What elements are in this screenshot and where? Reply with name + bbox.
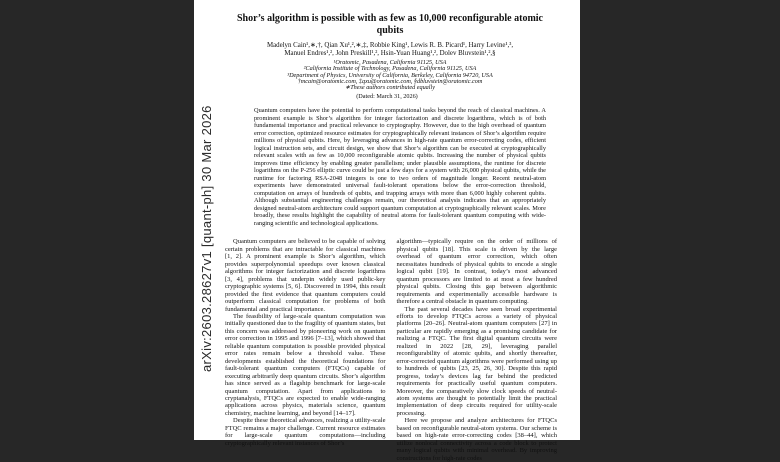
date-line: (Dated: March 31, 2026): [356, 93, 418, 101]
right-column: [397, 238, 558, 462]
arxiv-watermark: arXiv:2603.28627v1 [quant-ph] 30 Mar 2026: [199, 105, 214, 372]
authors-line-2: Manuel Endres¹,², John Preskill¹,², Hsin-Yuan Huang¹,², Dolev Bluvstein¹,²,§: [284, 50, 496, 57]
body-paragraph: The feasibility of large-scale quantum computation was initially questioned due to the fragility of quantum states, but this concern was addressed by pioneering work on quantum error correction in 1995 and 1996 [7–13], which showed that reliable quantum computation is possible provided physical error rates remain below a threshold value. These developments established the theoretical foundations for fault-tolerant quantum computers (FTQCs) capable of executing arbitrarily deep quantum circuits. Shor’s algorithm has since served as a flagship benchmark for large-scale quantum computation. Apart from applications to cryptanalysis, FTQCs are expected to enable wide-ranging applications across physics, materials science, quantum chemistry, machine learning, and beyond [14–17].: [225, 313, 386, 417]
body-paragraph: Here we propose and analyze architectures for FTQCs based on reconfigurable neutral-atom systems. Our scheme is based on high-rate error-correcting codes [38–44], which utilize nonlocal connectivity across a code block to protect many logical qubits with minimal overhead. By improving constructions for high-rate codes: [396, 417, 557, 462]
author-emails: †mcain@oratomic.com, ‡qxu@oratomic.com, §dbluvstein@oratomic.com: [297, 77, 483, 85]
body-paragraph: algorithm—typically require on the order of millions of physical qubits [18]. This scale is driven by the large overhead of quantum error correction, which often necessitates hundreds of physical qubits to encode a single logical qubit [19]. In contrast, today’s most advanced quantum processors are limited to at most a few hundred physical qubits. Closing this gap between algorithmic requirements and experimentally accessible hardware is therefore a central obstacle in quantum computing.: [396, 238, 557, 306]
affiliation-3: ³Department of Physics, University of California, Berkeley, California 94720, USA: [287, 71, 493, 79]
body-columns: [225, 238, 557, 462]
body-paragraph: Despite these theoretical advances, realizing a utility-scale FTQC remains a major challenge. Current resource estimates for large-scale quantum computations—including cryptographically relevant instances of Shor’s: [225, 417, 386, 447]
body-paragraph: Quantum computers are believed to be capable of solving certain problems that are intractable for classical machines [1, 2]. A prominent example is Shor’s algorithm, which provides superpolynomial speedups over known classical algorithms for integer factorization and discrete logarithms [3, 4], problems that underpin widely used public-key cryptographic systems [5, 6]. Discovered in 1994, this result provided the first evidence that quantum computers could outperform classical computation for problems of both fundamental and practical importance.: [225, 238, 386, 313]
left-column: [225, 238, 386, 462]
body-paragraph: The past several decades have seen broad experimental efforts to develop FTQCs across a variety of physical platforms [20–26]. Neutral-atom quantum computers [27] in particular are rapidly emerging as a promising candidate for realizing a FTQC. The first digital quantum circuits were realized in 2022 [28, 29], leveraging parallel reconfigurability of atomic qubits, and shortly thereafter, error-corrected quantum algorithms were performed using up to hundreds of qubits [23, 25, 26, 30]. Despite this rapid progress, today’s devices lag far behind the predicted requirements for practically useful quantum computers. Moreover, the comparatively slow clock speeds of neutral-atom systems are thought to potentially limit the practical implementation of deep circuits required for utility-scale processing.: [396, 305, 557, 417]
affiliation-block: [212, 60, 568, 91]
author-block: [220, 42, 560, 58]
abstract: Quantum computers have the potential to perform computational tasks beyond the reach of classical machines. A prominent example is Shor’s algorithm for integer factorization and discrete logarithms, which is of both fundamental importance and practical relevance to cryptography. However, due to the high overhead of quantum error correction, optimized resource estimates for cryptographically relevant instances of Shor’s algorithm require millions of physical qubits. Here, by leveraging advances in high-rate quantum error-correcting codes, efficient logical instruction sets, and circuit design, we show that Shor’s algorithm can be executed at cryptographically relevant scales with as few as 10,000 reconfigurable atomic qubits. Increasing the number of physical qubits improves time efficiency by enabling greater parallelism; under plausible assumptions, the runtime for discrete logarithms on the P-256 elliptic curve could be just a few days for a system with 26,000 physical qubits, while the runtime for factoring RSA-2048 integers is one to two orders of magnitude longer. Recent neutral-atom experiments have demonstrated universal fault-tolerant operations below the error-correction threshold, computation on arrays of hundreds of qubits, and trapping arrays with more than 6,000 highly coherent qubits. Although substantial engineering challenges remain, our theoretical analysis indicates that an appropriately designed neutral-atom architecture could support quantum computation at cryptographically relevant scales. More broadly, these results highlight the capability of neutral atoms for fault-tolerant quantum computing with wide-ranging scientific and technological applications.: [254, 107, 546, 227]
affiliation-1: ¹Oratomic, Pasadena, California 91125, USA: [333, 59, 447, 66]
authors-line-1: Madelyn Cain¹,∗,†, Qian Xu¹,²,∗,‡, Robbie King¹, Lewis R. B. Picard¹, Harry Levine¹,³,: [266, 42, 514, 49]
paper-page: [194, 0, 580, 462]
equal-contribution-note: ∗These authors contributed equally: [345, 84, 435, 92]
paper-title: Shor’s algorithm is possible with as few as 10,000 reconfigurable atomic qubits: [236, 13, 543, 36]
affiliation-2: ²California Institute of Technology, Pasadena, California 91125, USA: [303, 65, 477, 73]
